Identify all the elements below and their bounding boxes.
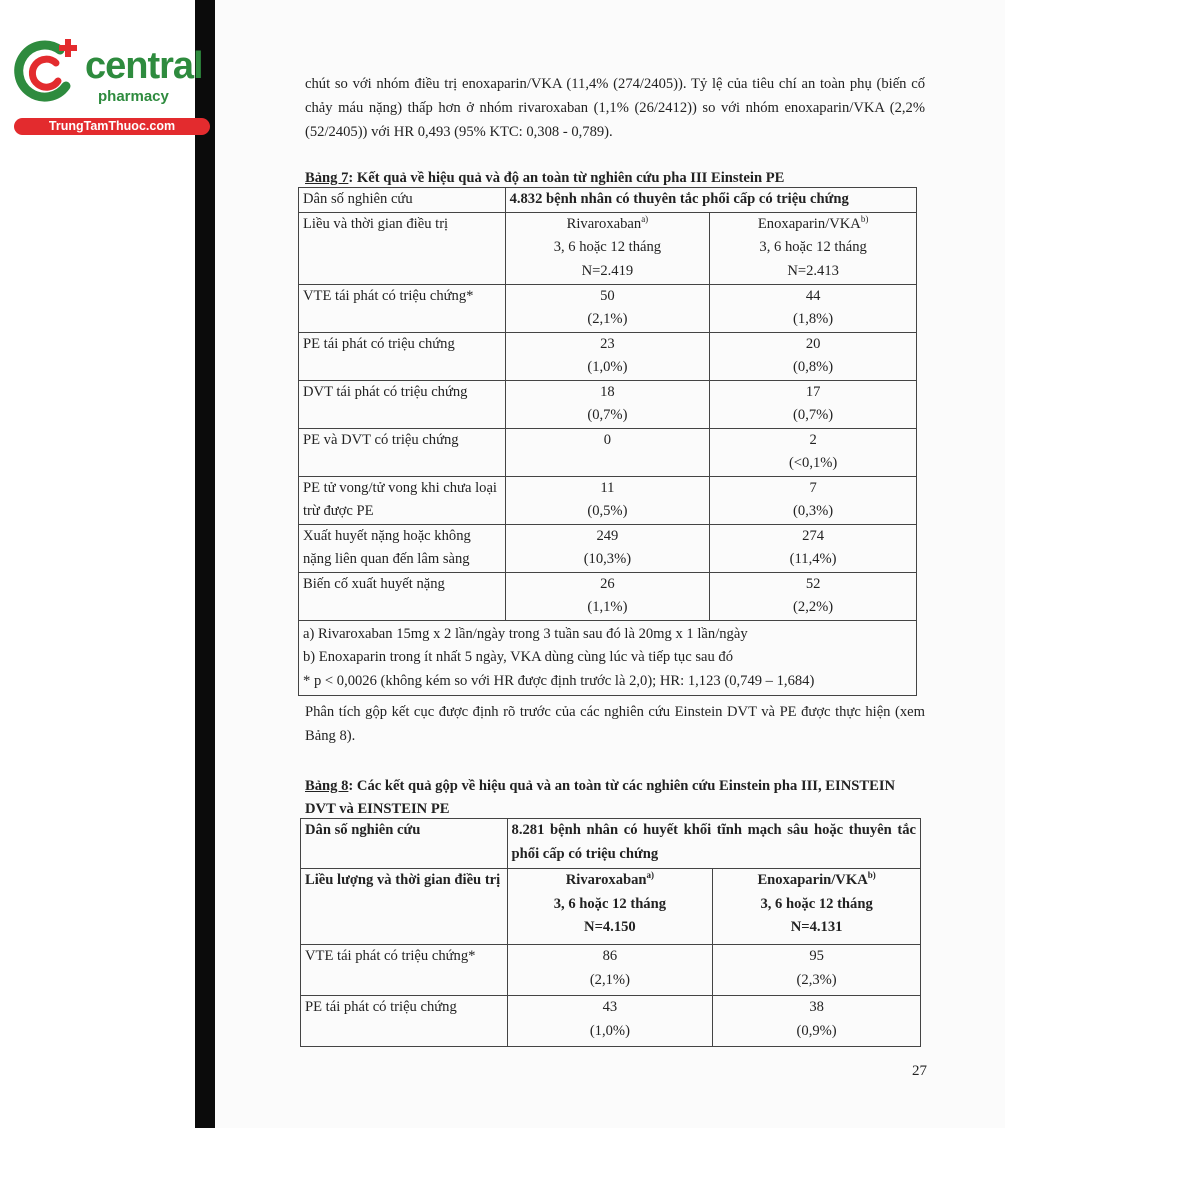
col-n: N=2.419 [581, 262, 634, 279]
row-value-rivaroxaban [507, 945, 713, 996]
table8-dose-label: Liều lượng và thời gian điều trị [301, 869, 508, 945]
table7-dose-row [299, 212, 917, 284]
table8-dose-row [301, 869, 921, 945]
row-label: Biến cố xuất huyết nặng [299, 572, 506, 620]
row-percent: (<0,1%) [788, 455, 838, 471]
table7-col-rivaroxaban [505, 212, 710, 284]
table7-caption-label: Bảng 7 [305, 170, 349, 186]
col-duration: 3, 6 hoặc 12 tháng [553, 239, 662, 255]
col-n: N=4.131 [790, 919, 843, 935]
row-value-rivaroxaban [505, 380, 710, 428]
table7-notes [299, 620, 917, 696]
col-duration: 3, 6 hoặc 12 tháng [760, 895, 873, 912]
row-count: 95 [809, 948, 824, 964]
scan-edge [195, 0, 215, 1128]
row-count: 249 [596, 527, 619, 544]
row-percent: (2,3%) [796, 971, 837, 988]
col-duration: 3, 6 hoặc 12 tháng [553, 895, 667, 912]
col-sup: a) [646, 870, 655, 881]
row-percent: (2,1%) [589, 971, 630, 988]
col-sup: b) [867, 870, 876, 881]
row-value-enoxaparin [710, 380, 917, 428]
table7-caption-text: : Kết quả về hiệu quả và độ an toàn từ nghiên cứu pha III Einstein PE [348, 170, 785, 186]
row-count: 26 [600, 575, 615, 592]
table-row [299, 428, 917, 476]
col-name: Rivaroxaban [565, 872, 647, 888]
row-value-rivaroxaban [507, 996, 713, 1047]
row-value-enoxaparin [713, 996, 921, 1047]
row-value-enoxaparin [710, 284, 917, 332]
table7 [298, 187, 917, 696]
row-count: 44 [805, 287, 821, 304]
row-label: PE tái phát có triệu chứng [299, 332, 506, 380]
table-row [299, 572, 917, 620]
row-value-enoxaparin [710, 428, 917, 476]
col-n: N=2.413 [787, 262, 839, 279]
row-percent: (0,7%) [587, 407, 628, 423]
row-value-rivaroxaban [505, 476, 710, 524]
row-percent: (0,8%) [793, 359, 834, 375]
row-percent: (0,5%) [587, 503, 628, 519]
table-row [301, 996, 921, 1047]
table7-header-left: Dân số nghiên cứu [299, 188, 506, 213]
logo-url-badge: TrungTamThuoc.com [14, 118, 210, 135]
central-pharmacy-logo [10, 36, 215, 136]
logo-sub-text: pharmacy [98, 88, 169, 105]
row-value-rivaroxaban [505, 428, 710, 476]
row-count: 23 [600, 335, 615, 352]
table7-notes-row [299, 620, 917, 696]
table8-col-rivaroxaban [507, 869, 713, 945]
table8-caption [305, 775, 927, 821]
table-row [301, 945, 921, 996]
row-value-rivaroxaban [505, 524, 710, 572]
col-n: N=4.150 [584, 919, 636, 935]
row-count: 274 [802, 527, 825, 544]
row-label: PE và DVT có triệu chứng [299, 428, 506, 476]
row-value-rivaroxaban [505, 572, 710, 620]
col-duration: 3, 6 hoặc 12 tháng [759, 239, 867, 255]
row-percent: (2,1%) [587, 311, 628, 327]
row-label: PE tái phát có triệu chứng [301, 996, 508, 1047]
row-count: 38 [809, 999, 824, 1015]
row-percent: (0,9%) [796, 1022, 837, 1039]
table8-caption-label: Bảng 8 [305, 778, 349, 794]
table8-header-row [301, 819, 921, 869]
row-percent: (11,4%) [789, 551, 837, 567]
col-name: Rivaroxaban [566, 215, 642, 232]
row-value-enoxaparin [710, 572, 917, 620]
row-percent: (10,3%) [583, 551, 632, 567]
row-value-enoxaparin [710, 524, 917, 572]
row-count: 2 [809, 431, 817, 448]
table7-header-row [299, 188, 917, 213]
note-a: a) Rivaroxaban 15mg x 2 lần/ngày trong 3 tuần sau đó là 20mg x 1 lần/ngày [303, 625, 748, 642]
col-name: Enoxaparin/VKA [757, 215, 861, 232]
row-label: VTE tái phát có triệu chứng* [299, 284, 506, 332]
col-sup: b) [860, 213, 869, 224]
pharmacy-logo-icon [10, 36, 82, 108]
pooled-analysis-paragraph: Phân tích gộp kết cục được định rõ trước của các nghiên cứu Einstein DVT và PE được thực hiện (xem Bảng 8). [305, 704, 925, 744]
table8-header-right: 8.281 bệnh nhân có huyết khối tĩnh mạch sâu hoặc thuyên tắc phổi cấp có triệu chứng [507, 819, 920, 869]
col-name: Enoxaparin/VKA [757, 872, 868, 888]
row-percent: (1,1%) [587, 599, 628, 615]
note-star: * p < 0,0026 (không kém so với HR được định trước là 2,0); HR: 1,123 (0,749 – 1,684) [303, 672, 815, 689]
row-count: 0 [603, 431, 612, 448]
row-count: 86 [602, 948, 618, 964]
row-percent: (1,0%) [587, 359, 628, 375]
row-label: PE tử vong/tử vong khi chưa loại trừ được PE [299, 476, 506, 524]
row-percent: (1,8%) [793, 311, 834, 327]
row-count: 43 [602, 999, 618, 1015]
table-row [299, 380, 917, 428]
table-row [299, 524, 917, 572]
row-value-enoxaparin [710, 332, 917, 380]
table7-dose-label: Liều và thời gian điều trị [299, 212, 506, 284]
row-count: 18 [600, 383, 615, 400]
table-row [299, 332, 917, 380]
row-value-rivaroxaban [505, 332, 710, 380]
row-label: Xuất huyết nặng hoặc không nặng liên quan đến lâm sàng [299, 524, 506, 572]
row-value-enoxaparin [710, 476, 917, 524]
row-count: 7 [809, 479, 817, 496]
table8-col-enoxaparin [713, 869, 921, 945]
row-value-rivaroxaban [505, 284, 710, 332]
table-row [299, 476, 917, 524]
row-count: 50 [600, 287, 615, 304]
row-count: 11 [600, 479, 615, 496]
row-label: VTE tái phát có triệu chứng* [301, 945, 508, 996]
row-count: 17 [805, 383, 821, 400]
row-percent: (0,7%) [793, 407, 834, 423]
table8 [300, 818, 921, 1047]
intro-paragraph: chút so với nhóm điều trị enoxaparin/VKA (11,4% (274/2405)). Tỷ lệ của tiêu chí an toàn phụ (biến cố chảy máu nặng) thấp hơn ở nhóm rivaroxaban (1,1% (26/2412)) so với nhóm enoxaparin/VKA (2,2% (52/2405)) với HR 0,493 (95% KTC: 0,308 - 0,789). [305, 76, 925, 140]
table7-col-enoxaparin [710, 212, 917, 284]
row-percent: (1,0%) [589, 1022, 630, 1039]
row-count: 52 [805, 575, 821, 592]
table-row [299, 284, 917, 332]
row-count: 20 [805, 335, 821, 352]
page-number: 27 [912, 1063, 927, 1079]
row-label: DVT tái phát có triệu chứng [299, 380, 506, 428]
row-value-enoxaparin [713, 945, 921, 996]
table8-caption-text: : Các kết quả gộp về hiệu quả và an toàn từ các nghiên cứu Einstein pha III, EINSTEIN DVT và EINSTEIN PE [305, 778, 896, 817]
logo-brand-text: central [85, 45, 203, 87]
col-sup: a) [641, 213, 649, 224]
table8-header-left: Dân số nghiên cứu [301, 819, 508, 869]
note-b: b) Enoxaparin trong ít nhất 5 ngày, VKA dùng cùng lúc và tiếp tục sau đó [303, 649, 734, 665]
row-percent: (2,2%) [793, 599, 834, 615]
table7-header-right: 4.832 bệnh nhân có thuyên tắc phổi cấp có triệu chứng [505, 188, 916, 213]
row-percent: (0,3%) [793, 503, 834, 519]
